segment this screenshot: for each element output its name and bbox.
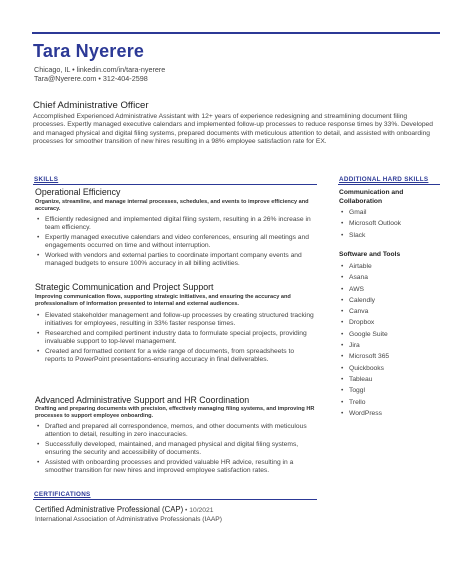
skill-group-bullets [37, 423, 315, 477]
skill-group-title: Advanced Administrative Support and HR Coordination [35, 395, 250, 405]
hard-skills-group-title: Communication and Collaboration [339, 189, 404, 205]
skill-group-bullets [37, 312, 315, 366]
list-item: • AWS [341, 284, 389, 295]
list-item: • Asana [341, 272, 389, 283]
contact-line-location: Chicago, IL • linkedin.com/in/tara-nyerere [34, 65, 166, 74]
list-item: • Researched and compiled pertinent industry data to formulate special projects, providing invaluable support to top-level management. [37, 330, 315, 346]
contact-line-email-phone: Tara@Nyerere.com • 312-404-2598 [34, 74, 148, 83]
list-item: • Efficiently redesigned and implemented digital filing system, resulting in a 26% increase in team efficiency. [37, 216, 315, 232]
list-item: • Quickbooks [341, 363, 389, 374]
certification-date: • 10/2021 [183, 507, 214, 514]
list-item: • Drafted and prepared all correspondence, memos, and other documents with meticulous attention to detail, resulting in zero inaccuracies. [37, 423, 315, 439]
list-item: • Slack [341, 230, 401, 241]
certification-organization: International Association of Administrative Professionals (IAAP) [35, 516, 222, 523]
skill-group-description: Organize, streamline, and manage internal processes, schedules, and events to improve efficiency and accuracy. [35, 199, 309, 212]
list-item: • Microsoft 365 [341, 351, 389, 362]
professional-summary: Accomplished Experienced Administrative Assistant with 12+ years of experience redesigning and streamlining document filing processes. Expertly managed executive calendars and implemented follow-up processes to reduce response times by 33%. Developed and managed physical and digital filing systems, prepared documents with meticulous attention to detail, and assisted with onboarding processes for smoother transition of new hires resulting in a 98% employee satisfaction rate for EX. [33, 113, 433, 146]
list-item: • Airtable [341, 261, 389, 272]
list-item: • WordPress [341, 408, 389, 419]
skill-group-description: Drafting and preparing documents with precision, effectively managing filing systems, and improving HR processes to support employee onboarding. [35, 406, 315, 419]
list-item: • Assisted with onboarding processes and provided valuable HR advice, resulting in a smoother transition for new hires and improved employee satisfaction rates. [37, 459, 315, 475]
list-item: • Calendly [341, 295, 389, 306]
hard-skills-rule [338, 184, 440, 185]
skill-group-title: Strategic Communication and Project Support [35, 282, 214, 292]
candidate-name: Tara Nyerere [33, 41, 145, 61]
list-item: • Google Suite [341, 329, 389, 340]
skill-group-title: Operational Efficiency [35, 187, 121, 197]
list-item: • Microsoft Outlook [341, 218, 401, 229]
list-item: • Dropbox [341, 317, 389, 328]
list-item: • Jira [341, 340, 389, 351]
skill-group-description: Improving communication flows, supporting strategic initiatives, and ensuring the accuracy and professionalism of information presented to internal and external audiences. [35, 294, 291, 307]
list-item: • Canva [341, 306, 389, 317]
hard-skills-heading: ADDITIONAL HARD SKILLS [339, 176, 429, 183]
certification-name [35, 505, 213, 514]
certification-title: Certified Administrative Professional (CAP) [35, 505, 184, 514]
hard-skills-list [341, 207, 401, 241]
list-item: • Trello [341, 397, 389, 408]
certifications-heading: CERTIFICATIONS [34, 491, 91, 498]
list-item: • Gmail [341, 207, 401, 218]
list-item: • Tableau [341, 374, 389, 385]
list-item: • Created and formatted content for a wide range of documents, from spreadsheets to reports to PowerPoint presentations-ensuring accuracy in final deliverables. [37, 348, 315, 364]
skills-heading: SKILLS [34, 176, 59, 183]
skills-rule [33, 184, 317, 185]
hard-skills-group-title: Software and Tools [339, 251, 401, 258]
list-item: • Successfully developed, maintained, and managed physical and digital filing systems, ensuring the security and accessibility of documents. [37, 441, 315, 457]
professional-title: Chief Administrative Officer [33, 100, 149, 111]
list-item: • Worked with vendors and external parties to coordinate important company events and managed budgets to ensure 100% accuracy in all billing activities. [37, 252, 315, 268]
certifications-rule [33, 499, 317, 500]
hard-skills-list [341, 261, 389, 419]
list-item: • Toggl [341, 385, 389, 396]
skill-group-bullets [37, 216, 315, 270]
list-item: • Expertly managed executive calendars and video conferences, ensuring all meetings and engagements occurred on time and without interruption. [37, 234, 315, 250]
header-top-rule [32, 32, 440, 34]
list-item: • Elevated stakeholder management and follow-up processes by creating structured tracking initiatives for employees, resulting in 33% faster response times. [37, 312, 315, 328]
